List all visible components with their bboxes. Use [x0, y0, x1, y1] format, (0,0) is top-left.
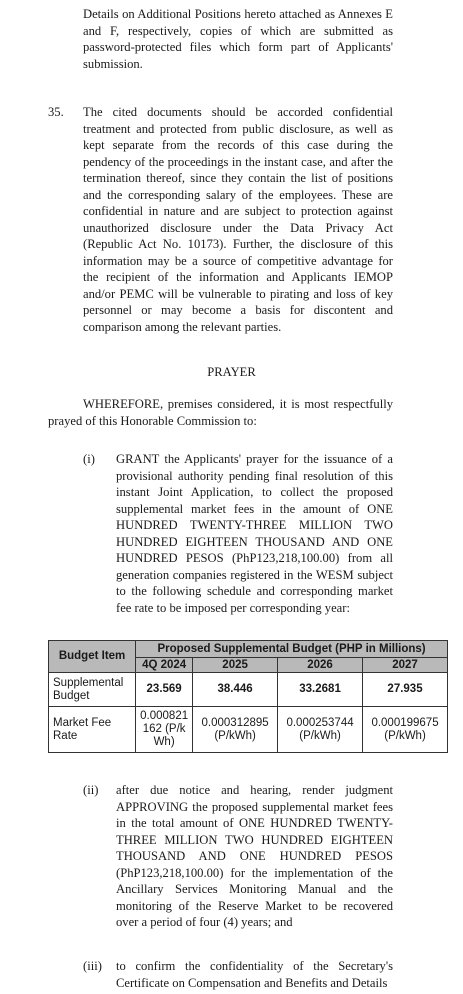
budget-title-header: Proposed Supplemental Budget (PHP in Millions) [136, 641, 448, 658]
item-ii-text: after due notice and hearing, render judgment APPROVING the proposed supplemental market fees in the total amount of ONE HUNDRED TWENTY-THREE MILLION TWO HUNDRED EIGHTEEN THOUSAND AND ONE HUNDRED PESOS (PhP123,218,100.00) for the implementation of the Ancillary Services Monitoring Manual and the monitoring of the Reserve Market to be recovered over a period of four (4) years; and [116, 783, 393, 929]
table-cell: 27.935 [363, 673, 448, 707]
table-cell: 33.2681 [278, 673, 363, 707]
year-header: 4Q 2024 [136, 658, 193, 673]
item-i-label: (i) [83, 452, 95, 466]
paragraph-number-35: 35. [48, 105, 64, 119]
budget-item-header: Budget Item [49, 641, 136, 673]
table-row [49, 707, 448, 753]
item-i-text: GRANT the Applicants' prayer for the issuance of a provisional authority pending final resolution of this instant Joint Application, to collect the proposed supplemental market fees in the amount of ONE HUNDRED TWENTY-THREE MILLION TWO HUNDRED EIGHTEEN THOUSAND AND ONE HUNDRED PESOS (PhP123,218,100.00) from all generation companies registered in the WESM subject to the following schedule and corresponding market fee rate to be imposed per corresponding year: [116, 452, 393, 615]
annex-paragraph: Details on Additional Positions hereto attached as Annexes E and F, respectively, copies of which are submitted as password-protected files which form part of Applicants' submission. [83, 7, 393, 71]
table-cell: 38.446 [193, 673, 278, 707]
row-label: Market Fee Rate [49, 707, 136, 753]
table-row [49, 673, 448, 707]
year-header: 2027 [363, 658, 448, 673]
year-header: 2025 [193, 658, 278, 673]
prayer-intro: WHEREFORE, premises considered, it is most respectfully prayed of this Honorable Commission to: [48, 397, 393, 428]
paragraph-35: The cited documents should be accorded confidential treatment and protected from public disclosure, as well as kept separate from the records of this case during the pendency of the proceedings in the instant case, and after the termination thereof, since they contain the list of positions and the corresponding salary of the employees. These are confidential in nature and are subject to protection against unauthorized disclosure under the Data Privacy Act (Republic Act No. 10173). Further, the disclosure of this information may be a source of competitive advantage for the recipient of the information and Applicants IEMOP and/or PEMC will be vulnerable to pirating and loss of key personnel or may become a basis for discontent and comparison among the relevant parties. [83, 105, 393, 334]
row-label: Supplemental Budget [49, 673, 136, 707]
table-cell: 0.000821162 (P/kWh) [136, 707, 193, 753]
item-iii-label: (iii) [83, 959, 102, 973]
item-iii-text: to confirm the confidentiality of the Secretary's Certificate on Compensation and Benefits and Details [116, 959, 393, 990]
year-header: 2026 [278, 658, 363, 673]
table-cell: 0.000253744 (P/kWh) [278, 707, 363, 753]
budget-table [48, 640, 448, 753]
table-cell: 0.000312895 (P/kWh) [193, 707, 278, 753]
prayer-heading: PRAYER [207, 365, 256, 379]
table-cell: 23.569 [136, 673, 193, 707]
table-cell: 0.000199675 (P/kWh) [363, 707, 448, 753]
item-ii-label: (ii) [83, 783, 99, 797]
